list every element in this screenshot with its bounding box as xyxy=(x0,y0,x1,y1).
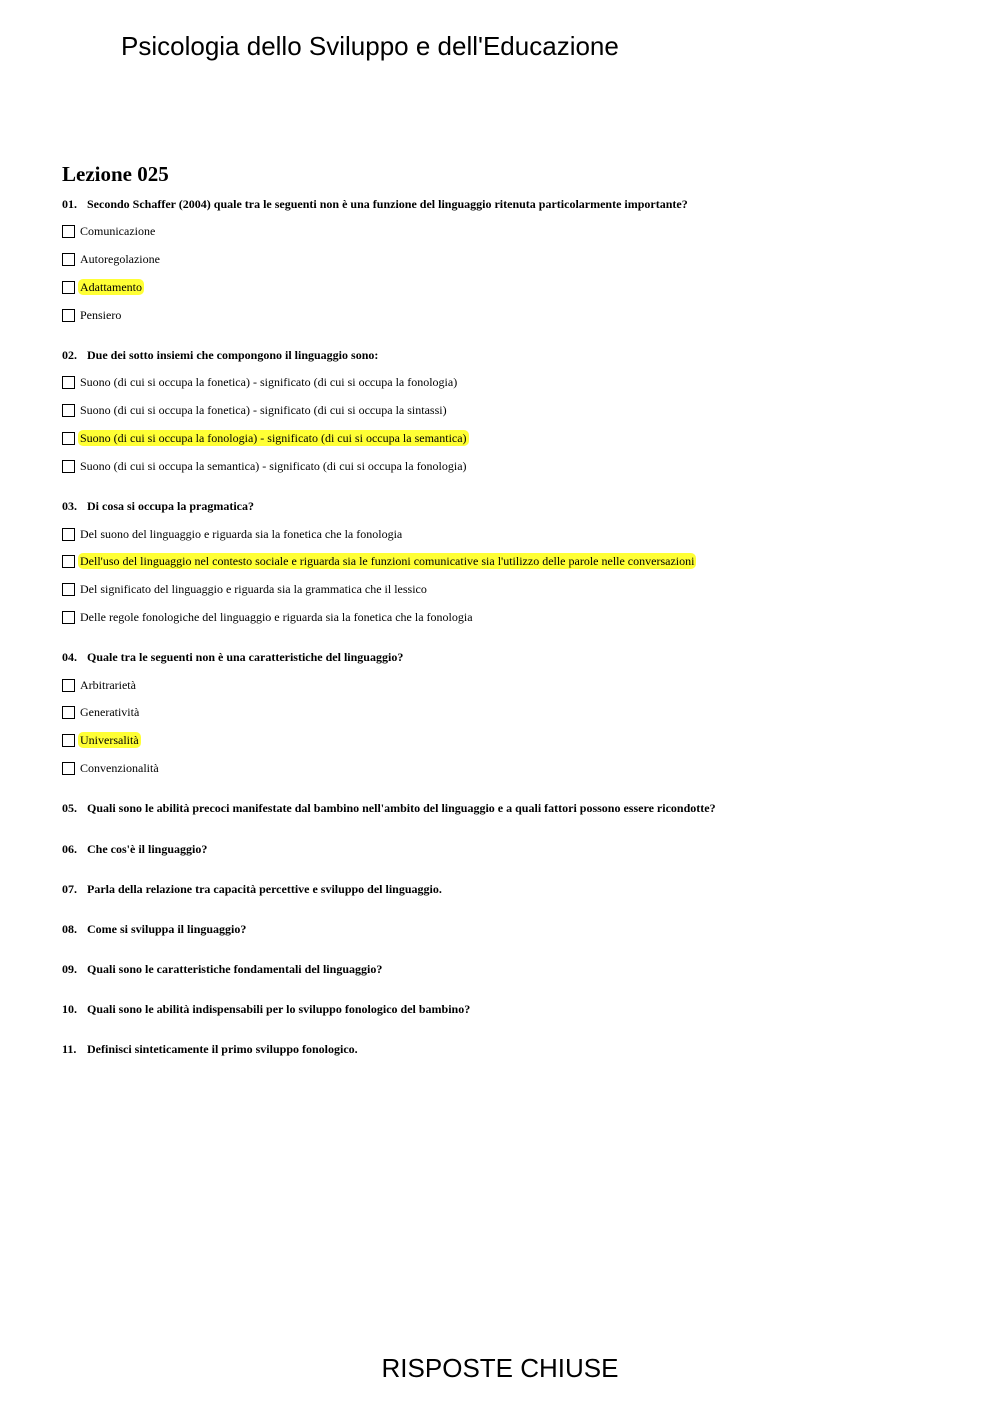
answer-checkbox[interactable] xyxy=(62,555,75,568)
answer-text: Convenzionalità xyxy=(80,761,159,775)
answer-option[interactable] xyxy=(62,526,404,542)
answer-option[interactable] xyxy=(62,223,157,239)
answer-text: Delle regole fonologiche del linguaggio e riguarda sia la fonetica che la fonologia xyxy=(80,610,473,624)
answer-text: Autoregolazione xyxy=(80,252,160,266)
question-number: 07. xyxy=(62,882,77,896)
question-11 xyxy=(62,1042,358,1057)
question-text: Due dei sotto insiemi che compongono il linguaggio sono: xyxy=(87,348,379,362)
answer-option-correct[interactable] xyxy=(62,553,696,569)
question-text: Quale tra le seguenti non è una caratteristiche del linguaggio? xyxy=(87,650,404,664)
answer-checkbox[interactable] xyxy=(62,460,75,473)
question-06 xyxy=(62,842,207,857)
question-text: Secondo Schaffer (2004) quale tra le seguenti non è una funzione del linguaggio ritenuta particolarmente importante? xyxy=(87,197,688,211)
answer-checkbox[interactable] xyxy=(62,281,75,294)
question-09 xyxy=(62,962,382,977)
question-03 xyxy=(62,499,254,514)
answer-option[interactable] xyxy=(62,374,459,390)
question-text: Quali sono le abilità indispensabili per lo sviluppo fonologico del bambino? xyxy=(87,1002,471,1016)
answer-option[interactable] xyxy=(62,402,449,418)
answer-option-correct[interactable] xyxy=(62,430,469,446)
answer-option[interactable] xyxy=(62,581,429,597)
answer-checkbox[interactable] xyxy=(62,404,75,417)
answer-text: Suono (di cui si occupa la fonetica) - significato (di cui si occupa la fonologia) xyxy=(80,375,458,389)
document-title: Psicologia dello Sviluppo e dell'Educazione xyxy=(121,31,619,61)
answer-checkbox[interactable] xyxy=(62,762,75,775)
answer-checkbox[interactable] xyxy=(62,253,75,266)
question-text: Come si sviluppa il linguaggio? xyxy=(87,922,247,936)
answer-text: Del significato del linguaggio e riguarda sia la grammatica che il lessico xyxy=(80,582,427,596)
answer-checkbox[interactable] xyxy=(62,528,75,541)
answer-option-correct[interactable] xyxy=(62,732,141,748)
question-number: 02. xyxy=(62,348,77,362)
answer-option[interactable] xyxy=(62,307,123,323)
answer-checkbox[interactable] xyxy=(62,706,75,719)
answer-checkbox[interactable] xyxy=(62,309,75,322)
answer-option[interactable] xyxy=(62,677,138,693)
answer-option[interactable] xyxy=(62,704,141,720)
question-02 xyxy=(62,348,378,363)
answer-text: Suono (di cui si occupa la semantica) - significato (di cui si occupa la fonologia) xyxy=(80,459,467,473)
answer-text: Suono (di cui si occupa la fonetica) - significato (di cui si occupa la sintassi) xyxy=(80,403,447,417)
answer-text: Arbitrarietà xyxy=(80,678,136,692)
question-text: Quali sono le caratteristiche fondamentali del linguaggio? xyxy=(87,962,383,976)
question-number: 04. xyxy=(62,650,77,664)
question-10 xyxy=(62,1002,470,1017)
answer-text: Generatività xyxy=(80,705,140,719)
question-08 xyxy=(62,922,246,937)
answer-option[interactable] xyxy=(62,760,161,776)
question-number: 03. xyxy=(62,499,77,513)
footer-title: RISPOSTE CHIUSE xyxy=(381,1353,619,1383)
answer-checkbox[interactable] xyxy=(62,611,75,624)
question-number: 10. xyxy=(62,1002,77,1016)
question-number: 11. xyxy=(62,1042,77,1056)
answer-text-highlighted: Suono (di cui si occupa la fonologia) - significato (di cui si occupa la semantica) xyxy=(80,431,467,445)
answer-text: Del suono del linguaggio e riguarda sia la fonetica che la fonologia xyxy=(80,527,403,541)
answer-text: Comunicazione xyxy=(80,224,156,238)
question-07 xyxy=(62,882,442,897)
answer-checkbox[interactable] xyxy=(62,583,75,596)
answer-option[interactable] xyxy=(62,251,162,267)
lesson-heading: Lezione 025 xyxy=(62,162,169,186)
answer-checkbox[interactable] xyxy=(62,734,75,747)
answer-checkbox[interactable] xyxy=(62,376,75,389)
answer-option[interactable] xyxy=(62,609,475,625)
answer-checkbox[interactable] xyxy=(62,225,75,238)
question-number: 05. xyxy=(62,801,77,815)
answer-text-highlighted: Adattamento xyxy=(80,280,142,294)
answer-option-correct[interactable] xyxy=(62,279,144,295)
question-text: Quali sono le abilità precoci manifestate dal bambino nell'ambito del linguaggio e a quali fattori possono essere ricondotte? xyxy=(87,801,716,815)
question-text: Di cosa si occupa la pragmatica? xyxy=(87,499,254,513)
answer-text: Pensiero xyxy=(80,308,122,322)
answer-text-highlighted: Universalità xyxy=(80,733,139,747)
question-05 xyxy=(62,801,716,816)
question-number: 09. xyxy=(62,962,77,976)
question-04 xyxy=(62,650,403,665)
question-number: 01. xyxy=(62,197,77,211)
question-text: Parla della relazione tra capacità percettive e sviluppo del linguaggio. xyxy=(87,882,442,896)
answer-text-highlighted: Dell'uso del linguaggio nel contesto sociale e riguarda sia le funzioni comunicative sia l'utilizzo delle parole nelle conversazioni xyxy=(80,554,695,568)
answer-option[interactable] xyxy=(62,458,469,474)
question-01 xyxy=(62,197,688,212)
question-text: Definisci sinteticamente il primo sviluppo fonologico. xyxy=(87,1042,358,1056)
question-text: Che cos'è il linguaggio? xyxy=(87,842,208,856)
answer-checkbox[interactable] xyxy=(62,432,75,445)
answer-checkbox[interactable] xyxy=(62,679,75,692)
question-number: 06. xyxy=(62,842,77,856)
question-number: 08. xyxy=(62,922,77,936)
